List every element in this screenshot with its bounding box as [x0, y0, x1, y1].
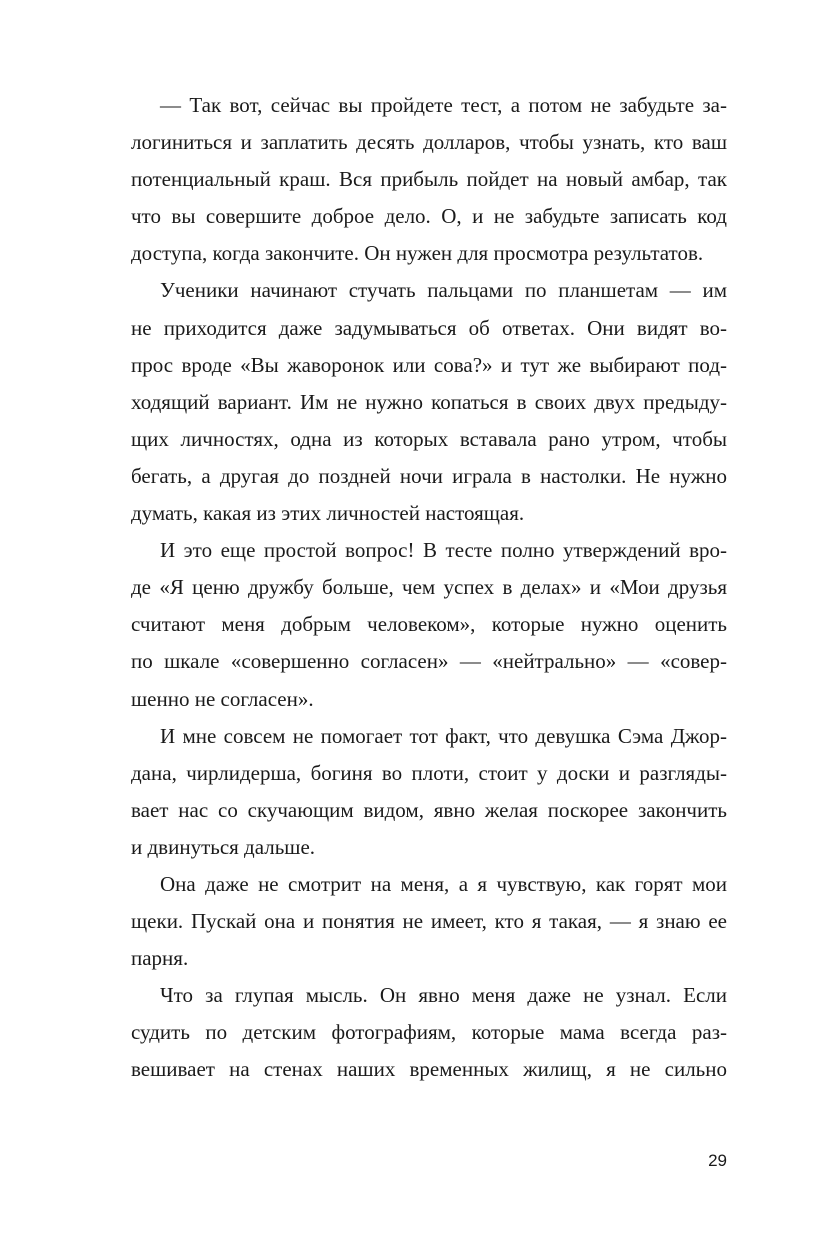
text-line: И это еще простой вопрос! В тесте полно утверждений вро- — [160, 538, 727, 563]
text-line: щеки. Пускай она и понятия не имеет, кто я такая, — я знаю ее — [131, 909, 727, 934]
paragraph — [131, 532, 727, 717]
text-line: бегать, а другая до поздней ночи играла в настолки. Не нужно — [131, 463, 727, 488]
paragraph — [131, 272, 727, 532]
text-line: судить по детским фотографиям, которые мама всегда раз- — [131, 1020, 727, 1045]
text-line: не приходится даже задумываться об ответах. Они видят во- — [131, 315, 727, 340]
text-line: логиниться и заплатить десять долларов, чтобы узнать, кто ваш — [131, 130, 727, 155]
page-body — [131, 87, 727, 1089]
text-line: Она даже не смотрит на меня, а я чувствую, как горят мои — [160, 871, 727, 896]
paragraph — [131, 977, 727, 1088]
text-line: дана, чирлидерша, богиня во плоти, стоит у доски и разгляды- — [131, 760, 727, 785]
text-line: и двинуться дальше. — [131, 834, 316, 859]
text-line: шенно не согласен». — [131, 686, 314, 711]
text-line: ходящий вариант. Им не нужно копаться в своих двух предыду- — [131, 389, 727, 414]
text-line: по шкале «совершенно согласен» — «нейтрально» — «совер- — [131, 649, 727, 674]
paragraph — [131, 718, 727, 866]
paragraph — [131, 866, 727, 977]
text-line: де «Я ценю дружбу больше, чем успех в делах» и «Мои друзья — [131, 575, 727, 600]
page-number: 29 — [708, 1151, 727, 1170]
text-line: вает нас со скучающим видом, явно желая поскорее закончить — [131, 797, 727, 822]
text-line: Что за глупая мысль. Он явно меня даже не узнал. Если — [160, 983, 727, 1008]
text-line: И мне совсем не помогает тот факт, что девушка Сэма Джор- — [160, 723, 727, 748]
text-line: вешивает на стенах наших временных жилищ, я не сильно — [131, 1057, 727, 1082]
text-line: что вы совершите доброе дело. О, и не забудьте записать код — [131, 204, 727, 229]
text-line: считают меня добрым человеком», которые нужно оценить — [131, 612, 727, 637]
text-line: щих личностях, одна из которых вставала рано утром, чтобы — [131, 426, 727, 451]
text-line: доступа, когда закончите. Он нужен для просмотра результатов. — [131, 241, 704, 266]
paragraph — [131, 87, 727, 272]
text-line: прос вроде «Вы жаворонок или сова?» и тут же выбирают под- — [131, 352, 727, 377]
text-line: потенциальный краш. Вся прибыль пойдет на новый амбар, так — [131, 167, 727, 192]
text-line: — Так вот, сейчас вы пройдете тест, а потом не забудьте за- — [160, 93, 727, 117]
text-line: думать, какая из этих личностей настоящая. — [131, 501, 525, 526]
text-line: Ученики начинают стучать пальцами по планшетам — им — [160, 278, 727, 303]
text-line: парня. — [131, 946, 189, 971]
